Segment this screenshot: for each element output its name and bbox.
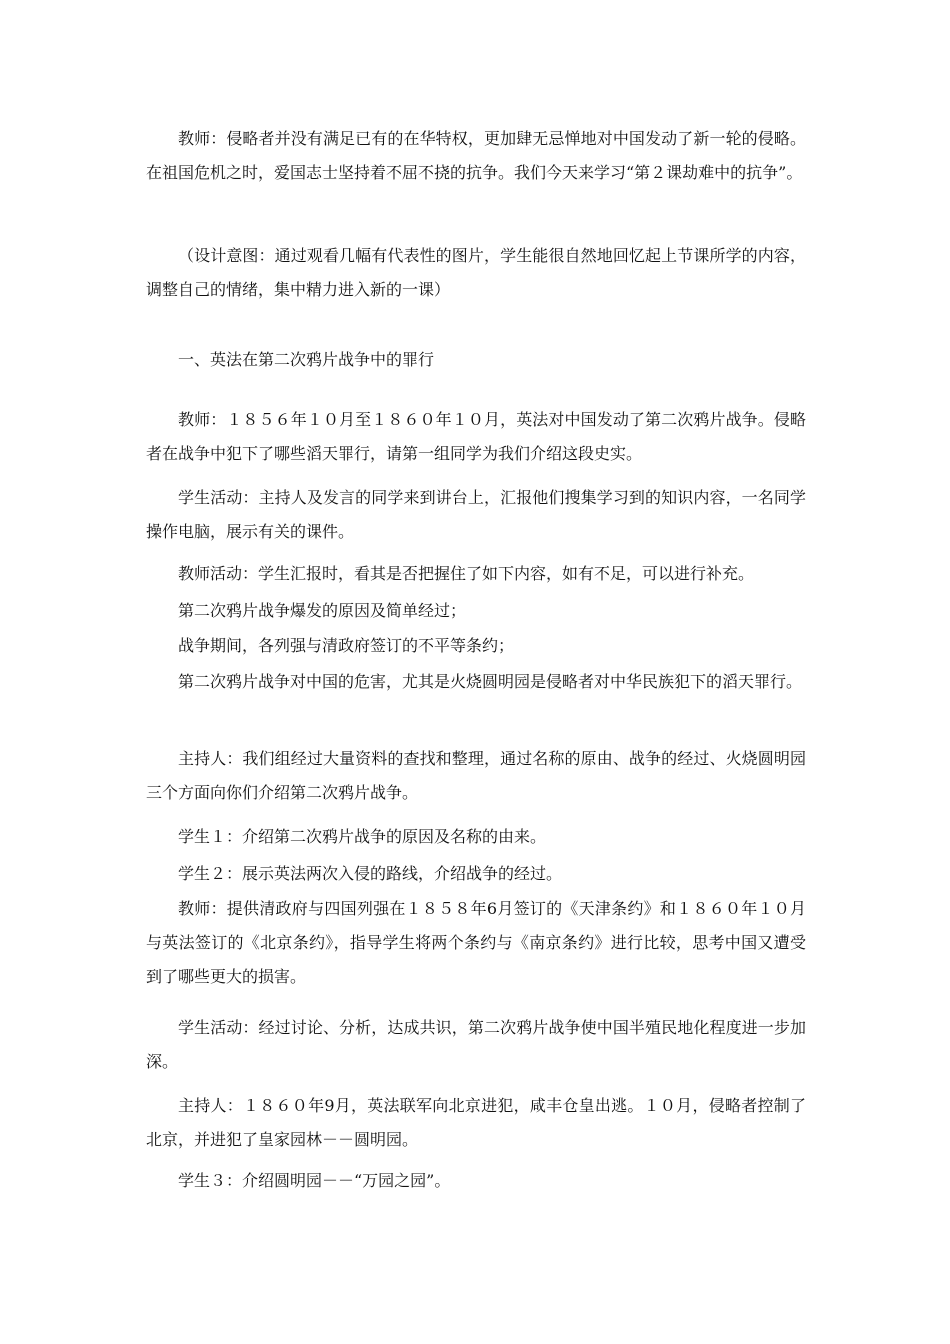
paragraph-student-1: 学生１：介绍第二次鸦片战争的原因及名称的由来。 — [178, 827, 547, 846]
paragraph-student-discussion: 学生活动：经过讨论、分析，达成共识，第二次鸦片战争使中国半殖民地化程度进一步加深。 — [146, 1018, 806, 1071]
paragraph-teacher-intro: 教师：侵略者并没有满足已有的在华特权，更加肆无忌惮地对中国发动了新一轮的侵略。在祖国危机之时，爱国志士坚持着不屈不挠的抗争。我们今天来学习“第２课劫难中的抗争”。 — [146, 129, 806, 182]
paragraph-point-3: 第二次鸦片战争对中国的危害，尤其是火烧圆明园是侵略者对中华民族犯下的滔天罪行。 — [178, 672, 803, 691]
paragraph-teacher-war: 教师：１８５６年１０月至１８６０年１０月，英法对中国发动了第二次鸦片战争。侵略者在战争中犯下了哪些滔天罪行，请第一组同学为我们介绍这段史实。 — [146, 410, 806, 463]
section-heading: 一、英法在第二次鸦片战争中的罪行 — [178, 350, 435, 369]
paragraph-point-1: 第二次鸦片战争爆发的原因及简单经过； — [178, 601, 467, 620]
paragraph-design-intent: （设计意图：通过观看几幅有代表性的图片，学生能很自然地回忆起上节课所学的内容，调整自己的情绪，集中精力进入新的一课） — [146, 246, 806, 299]
paragraph-student-3: 学生３：介绍圆明园－－“万园之园”。 — [178, 1171, 451, 1190]
paragraph-host-intro: 主持人：我们组经过大量资料的查找和整理，通过名称的原由、战争的经过、火烧圆明园三个方面向你们介绍第二次鸦片战争。 — [146, 749, 806, 802]
paragraph-teacher-activity: 教师活动：学生汇报时，看其是否把握住了如下内容，如有不足，可以进行补充。 — [178, 564, 755, 583]
paragraph-teacher-treaties: 教师：提供清政府与四国列强在１８５８年6月签订的《天津条约》和１８６０年１０月与英法签订的《北京条约》，指导学生将两个条约与《南京条约》进行比较，思考中国又遭受到了哪些更大的损害。 — [146, 899, 806, 986]
paragraph-host-beijing: 主持人：１８６０年9月，英法联军向北京进犯，咸丰仓皇出逃。１０月，侵略者控制了北京，并进犯了皇家园林－－圆明园。 — [146, 1096, 806, 1149]
paragraph-point-2: 战争期间，各列强与清政府签订的不平等条约； — [178, 636, 515, 655]
paragraph-student-activity: 学生活动：主持人及发言的同学来到讲台上，汇报他们搜集学习到的知识内容，一名同学操作电脑，展示有关的课件。 — [146, 488, 806, 541]
paragraph-student-2: 学生２：展示英法两次入侵的路线，介绍战争的经过。 — [178, 864, 563, 883]
